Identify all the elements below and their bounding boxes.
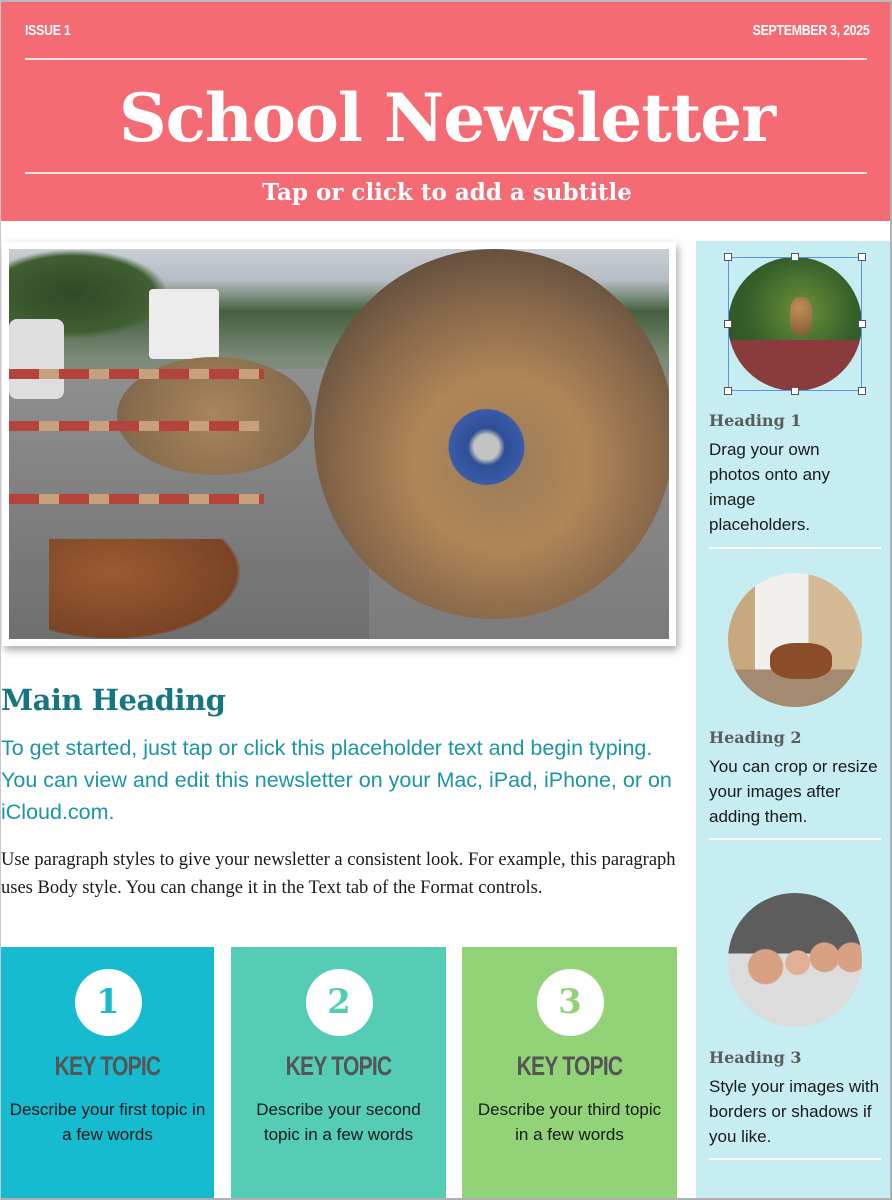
sidebar-text-3[interactable]: Style your images with borders or shadows if you like. xyxy=(709,1077,880,1146)
resize-handle-right[interactable] xyxy=(858,320,866,328)
topic-number-badge: 1 xyxy=(75,969,142,1036)
lead-paragraph[interactable]: To get started, just tap or click this placeholder text and begin typing. You can view and edit this newsletter on your Mac, iPad, iPhone, or on iCloud.com. xyxy=(1,736,672,824)
sidebar-divider xyxy=(709,1158,881,1160)
key-topic-3[interactable] xyxy=(462,947,677,1200)
body-paragraph[interactable]: Use paragraph styles to give your newsletter a consistent look. For example, this paragraph uses Body style. You can change it in the Text tab of the Format controls. xyxy=(1,850,676,898)
resize-handle-top[interactable] xyxy=(791,253,799,261)
resize-handle-top-left[interactable] xyxy=(724,253,732,261)
topic-number-badge: 2 xyxy=(306,969,373,1036)
sidebar-divider xyxy=(709,547,881,549)
resize-handle-top-right[interactable] xyxy=(858,253,866,261)
key-topic-2[interactable] xyxy=(231,947,446,1200)
resize-handle-bottom[interactable] xyxy=(791,387,799,395)
date-label[interactable]: SEPTEMBER 3, 2025 xyxy=(752,22,869,39)
key-topic-1[interactable] xyxy=(1,947,214,1200)
sidebar-text-1[interactable]: Drag your own photos onto any image placeholders. xyxy=(709,440,830,534)
resize-handle-bottom-left[interactable] xyxy=(724,387,732,395)
masthead-divider-bottom xyxy=(25,172,867,174)
masthead-divider-top xyxy=(25,58,867,60)
topic-description[interactable]: Describe your first topic in a few words xyxy=(9,1100,206,1144)
photo-blue-strap xyxy=(439,407,534,487)
photo-truck xyxy=(149,289,219,359)
issue-label[interactable]: ISSUE 1 xyxy=(25,22,71,39)
topic-title[interactable]: KEY TOPIC xyxy=(285,1051,392,1081)
main-heading[interactable]: Main Heading xyxy=(1,683,226,717)
image-selection-box xyxy=(728,257,862,391)
topic-description[interactable]: Describe your second topic in a few words xyxy=(256,1100,421,1144)
newsletter-title[interactable]: School Newsletter xyxy=(118,79,776,157)
photo-car xyxy=(9,319,64,399)
masthead xyxy=(1,2,892,221)
main-photo-frame[interactable] xyxy=(2,242,676,646)
resize-handle-bottom-right[interactable] xyxy=(858,387,866,395)
resize-handle-left[interactable] xyxy=(724,320,732,328)
photo-rail xyxy=(9,421,259,431)
sidebar-divider xyxy=(709,838,881,840)
sidebar xyxy=(696,241,892,1200)
subtitle-placeholder[interactable]: Tap or click to add a subtitle xyxy=(262,179,632,206)
photo-dog xyxy=(49,539,259,639)
sidebar-image-2[interactable] xyxy=(728,573,862,707)
topic-description[interactable]: Describe your third topic in a few words xyxy=(477,1100,662,1144)
sidebar-text-2[interactable]: You can crop or resize your images after adding them. xyxy=(709,757,878,826)
topic-number-badge: 3 xyxy=(537,969,604,1036)
sidebar-heading-1[interactable]: Heading 1 xyxy=(709,411,802,430)
photo-rail xyxy=(9,369,264,379)
main-photo[interactable] xyxy=(9,249,669,639)
topic-title[interactable]: KEY TOPIC xyxy=(54,1051,161,1081)
sidebar-heading-2[interactable]: Heading 2 xyxy=(709,728,802,747)
photo-rail xyxy=(9,494,264,504)
sidebar-image-3[interactable] xyxy=(728,893,862,1027)
sidebar-heading-3[interactable]: Heading 3 xyxy=(709,1048,802,1067)
topic-title[interactable]: KEY TOPIC xyxy=(516,1051,623,1081)
